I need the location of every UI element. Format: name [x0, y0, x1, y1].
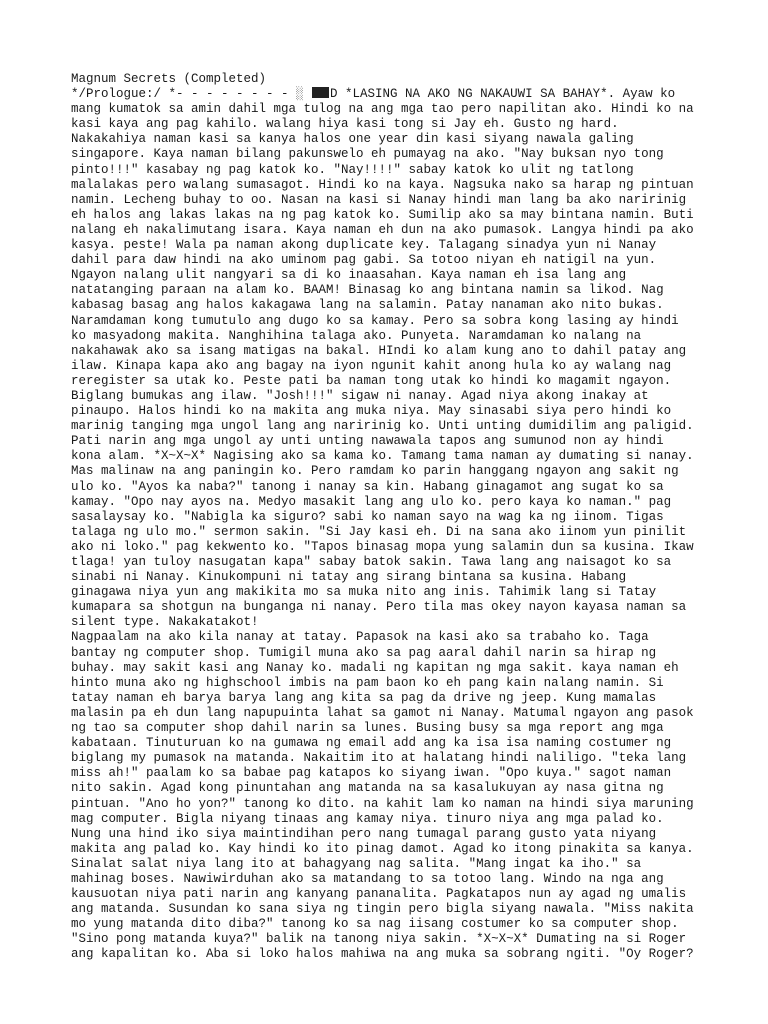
- body-line: "Sino pong matanda kuya?" balik na tanong niya sakin. *X~X~X* Dumating na si Roger: [71, 932, 687, 947]
- body-line: Naramdaman kong tumutulo ang dugo ko sa kamay. Pero sa sobra kong lasing ay hindi: [71, 313, 679, 328]
- body-line: Mas malinaw na ang paningin ko. Pero ramdam ko parin hanggang ngayon ang sakit ng: [71, 464, 679, 479]
- body-line: nalang eh nakalimutang isara. Kaya naman eh dun na ako pumasok. Langya hindi pa ako: [71, 222, 694, 237]
- body-line: kasya. peste! Wala pa naman akong duplicate key. Talagang sinadya yun ni Nanay: [71, 238, 657, 253]
- body-line: ilaw. Kinapa kapa ako ang bagay na iyon ngunit kahit anong hula ko ay walang nag: [71, 358, 672, 373]
- body-line: tatay naman eh barya barya lang ang kita sa pag da drive ng jeep. Kung mamalas: [71, 690, 657, 705]
- body-line: ng tao sa computer shop dahil narin sa lunes. Busing busy sa mga report ang mga: [71, 721, 664, 736]
- prologue-line: [71, 87, 708, 102]
- body-line: kabataan. Tinuturuan ko na gumawa ng email add ang ka isa isa naming costumer ng: [71, 736, 672, 751]
- body-line: kumapara sa shotgun na bunganga ni nanay. Pero tila mas okey nayon kayasa naman sa: [71, 600, 687, 615]
- body-line: pintuan. "Ano ho yon?" tanong ko dito. na kahit lam ko naman na hindi siya maruning: [71, 796, 694, 811]
- body-line: bantay ng computer shop. Tumigil muna ako sa pag aaral dahil narin sa hirap ng: [71, 645, 657, 660]
- body-line: kamay. "Opo nay ayos na. Medyo masakit lang ang ulo ko. pero kaya ko naman." pag: [71, 494, 672, 509]
- body-line: sinabi ni Nanay. Kinukompuni ni tatay ang sirang bintana sa kusina. Habang: [71, 570, 627, 585]
- document-title: Magnum Secrets (Completed): [71, 72, 267, 86]
- redaction-block: [312, 87, 329, 98]
- body-line: singapore. Kaya naman bilang pakunswelo eh pumayag na ako. "Nay buksan nyo tong: [71, 147, 664, 162]
- body-line: mo yung matanda dito diba?" tanong ko sa nag iisang costumer ko sa computer shop.: [71, 917, 679, 932]
- body-line: reregister sa utak ko. Peste pati ba naman tong utak ko hindi ko magamit ngayon.: [71, 373, 672, 388]
- body-line: mang kumatok sa amin dahil mga tulog na ang mga tao pero napilitan ako. Hindi ko na: [71, 102, 694, 117]
- body-line: ang kapalitan ko. Aba si loko halos mahiwa na ang muka sa sobrang ngiti. "Oy Roger?: [71, 947, 694, 962]
- body-line: namin. Lecheng buhay to oo. Nasan na kasi si Nanay hindi man lang ba ako naririnig: [71, 192, 687, 207]
- body-line: buhay. may sakit kasi ang Nanay ko. madali ng kapitan ng mga sakit. kaya naman eh: [71, 660, 679, 675]
- body-line: pinto!!!" kasabay ng pag katok ko. "Nay!!!!" sabay katok ko ulit ng tatlong: [71, 162, 634, 177]
- body-line: pinaupo. Halos hindi ko na makita ang muka niya. May sinasabi siya pero hindi ko: [71, 404, 672, 419]
- body-line: ko masyadong makita. Nanghihina talaga ako. Punyeta. Naramdaman ko nalang na: [71, 328, 642, 343]
- body-line: Nakakahiya naman kasi sa kanya halos one year din kasi siyang nawala galing: [71, 132, 634, 147]
- body-line: ako ni loko." pag kekwento ko. "Tapos binasag mopa yung salamin dun sa kusina. Ikaw: [71, 539, 694, 554]
- body-line: silent type. Nakakatakot!: [71, 615, 259, 630]
- body-line: Biglang bumukas ang ilaw. "Josh!!!" sigaw ni nanay. Agad niya akong inakay at: [71, 388, 649, 403]
- body-line: sasalaysay ko. "Nabigla ka siguro? sabi ko naman sayo na wag ka ng iinom. Tigas: [71, 509, 664, 524]
- body-line: ginagawa niya yun ang makikita mo sa muka nito ang inis. Tahimik lang si Tatay: [71, 585, 657, 600]
- body-line: malasin pa eh dun lang napupuinta lahat sa gamot ni Nanay. Matumal ngayon ang pasok: [71, 705, 694, 720]
- body-line: mag computer. Bigla niyang tinaas ang kamay niya. tinuro niya ang mga palad ko.: [71, 811, 664, 826]
- body-line: miss ah!" paalam ko sa babae pag katapos ko siyang iwan. "Opo kuya." sagot naman: [71, 766, 672, 781]
- body-line: tlaga! yan tuloy nasugatan kapa" sabay batok sakin. Tawa lang ang naisagot ko sa: [71, 555, 672, 569]
- body-line: marinig tanging mga ungol lang ang naririnig ko. Unti unting dumidilim ang paligid.: [71, 419, 694, 434]
- body-line: makita ang palad ko. Kay hindi ko ito pinag damot. Agad ko itong pinakita sa kanya.: [71, 841, 694, 856]
- body-line: kausuotan niya pati narin ang kanyang pananalita. Pagkatapos nun ay agad ng umalis: [71, 887, 687, 902]
- body-line: kabasag basag ang halos kakagawa lang na salamin. Patay nanaman ako nito bukas.: [71, 298, 664, 313]
- body-line: Nagpaalam na ako kila nanay at tatay. Papasok na kasi ako sa trabaho ko. Taga: [71, 630, 649, 645]
- body-line: dahil para daw hindi na ako uminom pag gabi. Sa totoo niyan eh natigil na yun.: [71, 253, 657, 268]
- body-line: eh halos ang lakas lakas na ng pag katok ko. Sumilip ako sa may bintana namin. Buti: [71, 207, 694, 222]
- body-line: nakahawak ako sa isang matigas na bakal. HIndi ko alam kung ano to dahil patay ang: [71, 343, 687, 358]
- body-line: natatanging paraan na alam ko. BAAM! Binasag ko ang bintana namin sa likod. Nag: [71, 283, 664, 298]
- prologue-suffix: D *LASING NA AKO NG NAKAUWI SA BAHAY*. Ayaw ko: [330, 87, 676, 102]
- body-line: Nung una hind iko siya maintindihan pero nang tumagal parang gusto yata niyang: [71, 826, 657, 841]
- prologue-prefix: */Prologue:/ *- - - - - - - - ░: [71, 87, 312, 102]
- body-line: kona alam. *X~X~X* Nagising ako sa kama ko. Tamang tama naman ay dumating si nanay.: [71, 449, 694, 464]
- body-line: ang matanda. Susundan ko sana siya ng tingin pero bigla siyang nawala. "Miss nakita: [71, 902, 694, 917]
- body-line: nito sakin. Agad kong pinuntahan ang matanda na sa kasalukuyan ay nasa gitna ng: [71, 781, 664, 796]
- body-line: kasi kaya ang pag kahilo. walang hiya kasi tong si Jay eh. Gusto ng hard.: [71, 117, 619, 132]
- body-line: biglang my pumasok na matanda. Nakaitim ito at halatang hindi naliligo. "teka lang: [71, 751, 687, 766]
- body-line: Ngayon nalang ulit nangyari sa di ko inaasahan. Kaya naman eh isa lang ang: [71, 268, 627, 283]
- body-line: Sinalat salat niya lang ito at bahagyang nag salita. "Mang ingat ka iho." sa: [71, 856, 642, 871]
- document-body: [71, 102, 708, 962]
- body-line: malalakas pero walang sumasagot. Hindi ko na kaya. Nagsuka nako sa harap ng pintuan: [71, 177, 694, 192]
- body-line: talaga ng ulo mo." sermon sakin. "Si Jay kasi eh. Di na sana ako iinom yun pinilit: [71, 524, 687, 539]
- body-line: mahinag boses. Nawiwirduhan ako sa matandang to sa totoo lang. Windo na nga ang: [71, 871, 664, 886]
- body-line: hinto muna ako ng highschool imbis na pam baon ko eh pang kain nalang namin. Si: [71, 675, 664, 690]
- body-line: ulo ko. "Ayos ka naba?" tanong i nanay sa kin. Habang ginagamot ang sugat ko sa: [71, 479, 664, 494]
- body-line: Pati narin ang mga ungol ay unti unting nawawala tapos ang sumunod non ay hindi: [71, 434, 664, 449]
